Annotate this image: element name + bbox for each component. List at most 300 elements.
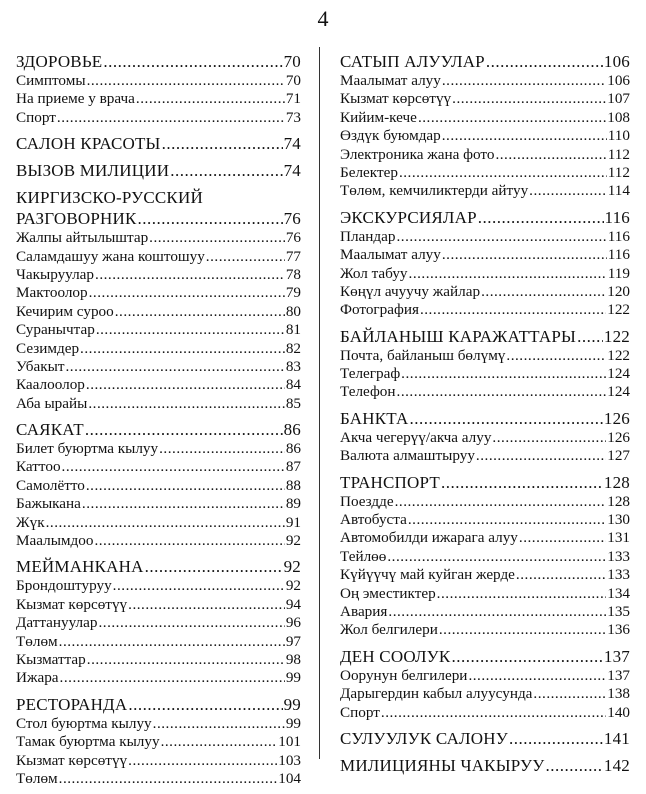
toc-section-heading[interactable]: [16, 160, 301, 181]
toc-right-column: [340, 51, 630, 782]
toc-entry[interactable]: [16, 109, 301, 127]
toc-section: [16, 160, 301, 181]
entry-label: Мактоолор: [16, 284, 88, 302]
toc-entry[interactable]: [16, 733, 301, 751]
entry-label: Даттануулар: [16, 614, 98, 632]
toc-section-heading[interactable]: [340, 207, 630, 228]
toc-section: [340, 755, 630, 776]
entry-label: Акча чегерүү/акча алуу: [340, 428, 492, 446]
toc-entry[interactable]: [340, 529, 630, 547]
toc-section-heading[interactable]: [16, 133, 301, 154]
entry-page-number: 82: [285, 339, 301, 357]
entry-label: Кызмат көрсөтүү: [16, 751, 128, 769]
entry-page-number: 140: [607, 703, 630, 721]
entry-page-number: 86: [285, 440, 301, 458]
entry-page-number: 120: [607, 282, 630, 300]
leader-dots: [85, 419, 283, 440]
section-title-line: КИРГИЗСКО-РУССКИЙ: [16, 188, 203, 208]
toc-section: [340, 51, 630, 201]
entry-label: Тамак буюртма кылуу: [16, 733, 160, 751]
toc-left-column: [16, 51, 301, 794]
toc-section-heading[interactable]: [340, 408, 630, 429]
section-title: ЭКСКУРСИЯЛАР: [340, 207, 477, 227]
entry-label: Кийим-кече: [340, 108, 417, 126]
leader-dots: [506, 347, 606, 365]
leader-dots: [170, 160, 282, 181]
entry-page-number: 112: [607, 145, 630, 163]
toc-section-heading[interactable]: [16, 694, 301, 715]
section-page-number: 70: [283, 52, 301, 71]
leader-dots: [452, 90, 606, 108]
entry-page-number: 92: [285, 577, 301, 595]
toc-section: [16, 694, 301, 789]
toc-entry[interactable]: [340, 429, 630, 447]
toc-entry[interactable]: [340, 246, 630, 264]
section-title: САЛОН КРАСОТЫ: [16, 134, 161, 154]
leader-dots: [439, 621, 606, 639]
toc-entry[interactable]: [16, 633, 301, 651]
leader-dots: [381, 704, 606, 722]
entry-label: Самолётто: [16, 476, 85, 494]
leader-dots: [492, 429, 606, 447]
leader-dots: [113, 577, 285, 595]
entry-page-number: 70: [285, 72, 301, 89]
entry-label: Дарыгердин кабыл алуусунда: [340, 685, 533, 703]
entry-label: Фотография: [340, 301, 419, 319]
entry-label: Белектер: [340, 163, 398, 181]
toc-entry[interactable]: [16, 651, 301, 669]
leader-dots: [409, 265, 607, 283]
leader-dots: [495, 146, 606, 164]
section-title: САТЫП АЛУУЛАР: [340, 52, 485, 71]
toc-entry[interactable]: [16, 248, 301, 266]
leader-dots: [88, 395, 284, 413]
entry-label: Жүк: [16, 513, 45, 531]
entry-label: Симптомы: [16, 72, 86, 89]
leader-dots: [82, 495, 285, 513]
entry-label: Стол буюртма кылуу: [16, 714, 152, 732]
entry-page-number: 97: [285, 632, 301, 650]
leader-dots: [529, 182, 607, 200]
entry-page-number: 103: [278, 751, 301, 769]
entry-label: Поездде: [340, 492, 394, 510]
toc-section: [16, 133, 301, 154]
leader-dots: [418, 109, 606, 127]
toc-entry[interactable]: [340, 265, 630, 283]
toc-entry[interactable]: [340, 182, 630, 200]
leader-dots: [86, 477, 285, 495]
entry-page-number: 78: [285, 265, 301, 283]
toc-entry[interactable]: [16, 284, 301, 302]
entry-page-number: 73: [285, 108, 301, 126]
entry-label: Спорт: [340, 703, 380, 721]
toc-entry[interactable]: [16, 532, 301, 550]
section-title: ВЫЗОВ МИЛИЦИИ: [16, 161, 170, 181]
entry-label: Көңүл ачуучу жайлар: [340, 282, 481, 300]
section-page-number: 74: [283, 134, 301, 154]
entry-page-number: 94: [285, 595, 301, 613]
leader-dots: [59, 770, 278, 788]
leader-dots: [153, 715, 285, 733]
leader-dots: [161, 733, 278, 751]
leader-dots: [481, 283, 606, 301]
leader-dots: [149, 229, 285, 247]
toc-entry[interactable]: [340, 347, 630, 365]
section-title: РЕСТОРАНДА: [16, 694, 128, 714]
entry-label: Аба ырайы: [16, 394, 88, 412]
leader-dots: [128, 596, 285, 614]
entry-label: Валюта алмаштыруу: [340, 447, 475, 465]
leader-dots: [128, 752, 277, 770]
entry-page-number: 131: [607, 529, 630, 547]
leader-dots: [59, 633, 285, 651]
toc-entry[interactable]: [16, 596, 301, 614]
entry-label: Телеграф: [340, 365, 401, 383]
toc-section: [340, 326, 630, 402]
entry-page-number: 98: [285, 650, 301, 668]
section-page-number: 128: [603, 472, 630, 492]
section-page-number: 76: [283, 209, 301, 229]
entry-label: Спорт: [16, 108, 56, 126]
leader-dots: [519, 529, 606, 547]
entry-label: Суранычтар: [16, 321, 95, 339]
leader-dots: [80, 340, 285, 358]
toc-entry[interactable]: [340, 566, 630, 584]
leader-dots: [87, 651, 285, 669]
leader-dots: [57, 109, 285, 127]
entry-label: Сезимдер: [16, 339, 80, 357]
leader-dots: [478, 207, 604, 228]
toc-entry[interactable]: [340, 685, 630, 703]
leader-dots: [98, 614, 284, 632]
entry-page-number: 85: [285, 394, 301, 412]
toc-entry[interactable]: [340, 511, 630, 529]
toc-entry[interactable]: [16, 495, 301, 513]
toc-section-heading[interactable]: [16, 208, 301, 229]
leader-dots: [442, 127, 607, 145]
leader-dots: [533, 685, 606, 703]
leader-dots: [387, 548, 606, 566]
toc-section-heading[interactable]: [16, 419, 301, 440]
leader-dots: [396, 228, 606, 246]
entry-page-number: 134: [607, 584, 630, 602]
section-page-number: 99: [283, 694, 301, 714]
entry-page-number: 130: [607, 511, 630, 529]
entry-page-number: 108: [607, 108, 630, 126]
leader-dots: [409, 408, 602, 429]
entry-page-number: 133: [607, 547, 630, 565]
entry-page-number: 114: [607, 182, 630, 200]
toc-entry[interactable]: [340, 493, 630, 511]
toc-entry[interactable]: [16, 440, 301, 458]
toc-entry[interactable]: [16, 358, 301, 376]
entry-label: Төлөм: [16, 632, 58, 650]
entry-page-number: 126: [607, 428, 630, 446]
entry-label: Каалоолор: [16, 376, 85, 394]
toc-entry[interactable]: [340, 283, 630, 301]
leader-dots: [451, 646, 602, 667]
leader-dots: [60, 669, 285, 687]
entry-label: Жалпы айтылыштар: [16, 229, 149, 247]
entry-page-number: 88: [285, 476, 301, 494]
entry-page-number: 76: [285, 229, 301, 247]
entry-page-number: 127: [607, 447, 630, 465]
section-title: РАЗГОВОРНИК: [16, 209, 137, 229]
leader-dots: [138, 208, 283, 229]
entry-page-number: 124: [607, 383, 630, 401]
toc-entry[interactable]: [340, 621, 630, 639]
leader-dots: [87, 72, 285, 90]
leader-dots: [476, 447, 606, 465]
entry-label: Чакыруулар: [16, 265, 95, 283]
toc-entry[interactable]: [340, 228, 630, 246]
entry-page-number: 83: [285, 357, 301, 375]
entry-label: Оорунун белгилери: [340, 666, 468, 684]
entry-page-number: 96: [285, 614, 301, 632]
section-title: БАНКТА: [340, 408, 409, 428]
entry-label: Төлөм: [16, 769, 58, 787]
toc-entry[interactable]: [340, 301, 630, 319]
entry-label: Ижара: [16, 669, 59, 687]
toc-entry[interactable]: [340, 146, 630, 164]
toc-entry[interactable]: [16, 514, 301, 532]
toc-section: [340, 728, 630, 749]
entry-page-number: 104: [278, 769, 301, 787]
leader-dots: [442, 72, 606, 90]
leader-dots: [95, 266, 285, 284]
leader-dots: [397, 383, 607, 401]
entry-label: Автобуста: [340, 511, 407, 529]
entry-label: Каттоо: [16, 458, 61, 476]
entry-label: Өздүк буюмдар: [340, 127, 441, 145]
entry-page-number: 77: [285, 247, 301, 265]
entry-label: Кызмат көрсөтүү: [340, 90, 452, 108]
entry-page-number: 133: [607, 566, 630, 584]
leader-dots: [162, 133, 283, 154]
leader-dots: [94, 532, 284, 550]
toc-entry[interactable]: [340, 447, 630, 465]
entry-page-number: 116: [607, 246, 630, 264]
toc-entry[interactable]: [340, 704, 630, 722]
section-page-number: 137: [603, 646, 630, 666]
toc-entry[interactable]: [16, 669, 301, 687]
leader-dots: [145, 556, 283, 577]
toc-entry[interactable]: [16, 376, 301, 394]
toc-section: [340, 408, 630, 466]
leader-dots: [408, 511, 606, 529]
entry-page-number: 137: [607, 666, 630, 684]
entry-page-number: 112: [607, 163, 630, 181]
toc-section-heading[interactable]: [340, 728, 630, 749]
entry-label: Телефон: [340, 383, 396, 401]
entry-page-number: 110: [607, 127, 630, 145]
entry-page-number: 106: [607, 72, 630, 89]
toc-entry[interactable]: [16, 715, 301, 733]
toc-entry[interactable]: [16, 395, 301, 413]
toc-entry[interactable]: [340, 603, 630, 621]
section-title: БАЙЛАНЫШ КАРАЖАТТАРЫ: [340, 326, 577, 346]
page-number: 4: [317, 6, 329, 31]
leader-dots: [516, 566, 606, 584]
entry-page-number: 107: [607, 90, 630, 108]
section-page-number: 92: [283, 557, 301, 577]
section-title: МЕЙМАНКАНА: [16, 557, 144, 577]
leader-dots: [401, 365, 606, 383]
entry-label: Маалымдоо: [16, 532, 94, 550]
leader-dots: [577, 326, 603, 347]
entry-page-number: 122: [607, 346, 630, 364]
toc-entry[interactable]: [16, 770, 301, 788]
section-page-number: 74: [283, 161, 301, 181]
entry-label: Бажыкана: [16, 495, 81, 513]
entry-page-number: 81: [285, 321, 301, 339]
entry-page-number: 101: [278, 733, 301, 751]
entry-page-number: 80: [285, 302, 301, 320]
leader-dots: [545, 755, 602, 776]
entry-page-number: 79: [285, 284, 301, 302]
entry-page-number: 138: [607, 685, 630, 703]
entry-page-number: 84: [285, 376, 301, 394]
leader-dots: [128, 694, 282, 715]
entry-label: Маалымат алуу: [340, 246, 441, 264]
toc-section-heading[interactable]: [340, 51, 630, 72]
leader-dots: [442, 246, 607, 264]
toc-entry[interactable]: [340, 90, 630, 108]
entry-label: Почта, байланыш бөлүмү: [340, 346, 506, 364]
entry-label: Кечирим суроо: [16, 302, 114, 320]
section-title: САЯКАТ: [16, 420, 84, 440]
leader-dots: [420, 301, 606, 319]
section-title: ДЕН СООЛУК: [340, 646, 451, 666]
section-title: МИЛИЦИЯНЫ ЧАКЫРУУ: [340, 755, 545, 775]
toc-entry[interactable]: [340, 365, 630, 383]
section-page-number: 126: [603, 408, 630, 428]
entry-label: Кызмат көрсөтүү: [16, 595, 128, 613]
section-title: СУЛУУЛУК САЛОНУ: [340, 728, 508, 748]
leader-dots: [96, 321, 285, 339]
entry-page-number: 99: [285, 669, 301, 687]
toc-entry[interactable]: [16, 577, 301, 595]
toc-entry[interactable]: [16, 72, 301, 90]
toc-section: [16, 419, 301, 550]
toc-entry[interactable]: [16, 752, 301, 770]
entry-label: Күйүүчү май куйган жерде: [340, 566, 515, 584]
toc-section-heading[interactable]: [340, 326, 630, 347]
toc-entry[interactable]: [340, 667, 630, 685]
toc-section-heading[interactable]: [340, 755, 630, 776]
entry-label: Маалымат алуу: [340, 72, 441, 89]
leader-dots: [86, 376, 285, 394]
section-page-number: 141: [603, 728, 630, 748]
entry-label: На приеме у врача: [16, 90, 135, 108]
leader-dots: [395, 493, 607, 511]
entry-page-number: 116: [607, 227, 630, 245]
entry-label: Брондоштуруу: [16, 577, 112, 595]
toc-entry[interactable]: [340, 585, 630, 603]
section-title: ТРАНСПОРТ: [340, 472, 440, 492]
entry-label: Убакыт: [16, 357, 65, 375]
toc-entry[interactable]: [16, 477, 301, 495]
toc-entry[interactable]: [340, 72, 630, 90]
entry-label: Тейлөө: [340, 547, 387, 565]
toc-section-heading[interactable]: [340, 472, 630, 493]
leader-dots: [486, 51, 603, 72]
toc-section: [16, 187, 301, 413]
entry-page-number: 71: [285, 90, 301, 108]
entry-label: Авария: [340, 602, 388, 620]
toc-entry[interactable]: [16, 458, 301, 476]
leader-dots: [399, 164, 607, 182]
leader-dots: [46, 514, 285, 532]
entry-label: Төлөм, кемчиликтерди айтуу: [340, 182, 529, 200]
leader-dots: [468, 667, 606, 685]
entry-page-number: 91: [285, 513, 301, 531]
leader-dots: [103, 51, 282, 72]
entry-page-number: 87: [285, 458, 301, 476]
section-page-number: 106: [603, 52, 630, 71]
entry-page-number: 128: [607, 492, 630, 510]
entry-page-number: 135: [607, 602, 630, 620]
leader-dots: [206, 248, 285, 266]
leader-dots: [437, 585, 607, 603]
leader-dots: [115, 303, 285, 321]
leader-dots: [89, 284, 285, 302]
toc-section: [340, 646, 630, 722]
entry-page-number: 119: [607, 264, 630, 282]
section-page-number: 122: [603, 326, 630, 346]
entry-label: Билет буюртма кылуу: [16, 440, 159, 458]
section-title: ЗДОРОВЬЕ: [16, 52, 103, 71]
toc-entry[interactable]: [16, 614, 301, 632]
section-page-number: 86: [283, 420, 301, 440]
entry-label: Пландар: [340, 227, 396, 245]
section-page-number: 142: [603, 755, 630, 775]
entry-page-number: 122: [607, 301, 630, 319]
toc-entry[interactable]: [340, 109, 630, 127]
toc-section: [16, 556, 301, 687]
leader-dots: [159, 440, 285, 458]
toc-section: [340, 207, 630, 320]
toc-section-heading[interactable]: [340, 646, 630, 667]
entry-page-number: 92: [285, 532, 301, 550]
entry-label: Кызматтар: [16, 650, 86, 668]
toc-section-heading[interactable]: [16, 556, 301, 577]
leader-dots: [65, 358, 284, 376]
toc-entry[interactable]: [16, 229, 301, 247]
toc-entry[interactable]: [16, 340, 301, 358]
toc-entry[interactable]: [340, 164, 630, 182]
entry-label: Саламдашуу жана коштошуу: [16, 247, 205, 265]
leader-dots: [509, 728, 603, 749]
toc-entry[interactable]: [16, 303, 301, 321]
toc-entry[interactable]: [340, 127, 630, 145]
toc-entry[interactable]: [340, 548, 630, 566]
toc-entry[interactable]: [16, 321, 301, 339]
leader-dots: [388, 603, 606, 621]
entry-page-number: 99: [285, 714, 301, 732]
section-page-number: 116: [604, 207, 630, 227]
entry-page-number: 89: [285, 495, 301, 513]
toc-section: [340, 472, 630, 640]
toc-section-heading[interactable]: [16, 51, 301, 72]
entry-label: Электроника жана фото: [340, 145, 495, 163]
toc-entry[interactable]: [16, 266, 301, 284]
toc-entry[interactable]: [340, 383, 630, 401]
toc-section: [16, 51, 301, 127]
toc-entry[interactable]: [16, 90, 301, 108]
entry-label: Автомобилди ижарага алуу: [340, 529, 518, 547]
entry-label: Жол табуу: [340, 264, 408, 282]
